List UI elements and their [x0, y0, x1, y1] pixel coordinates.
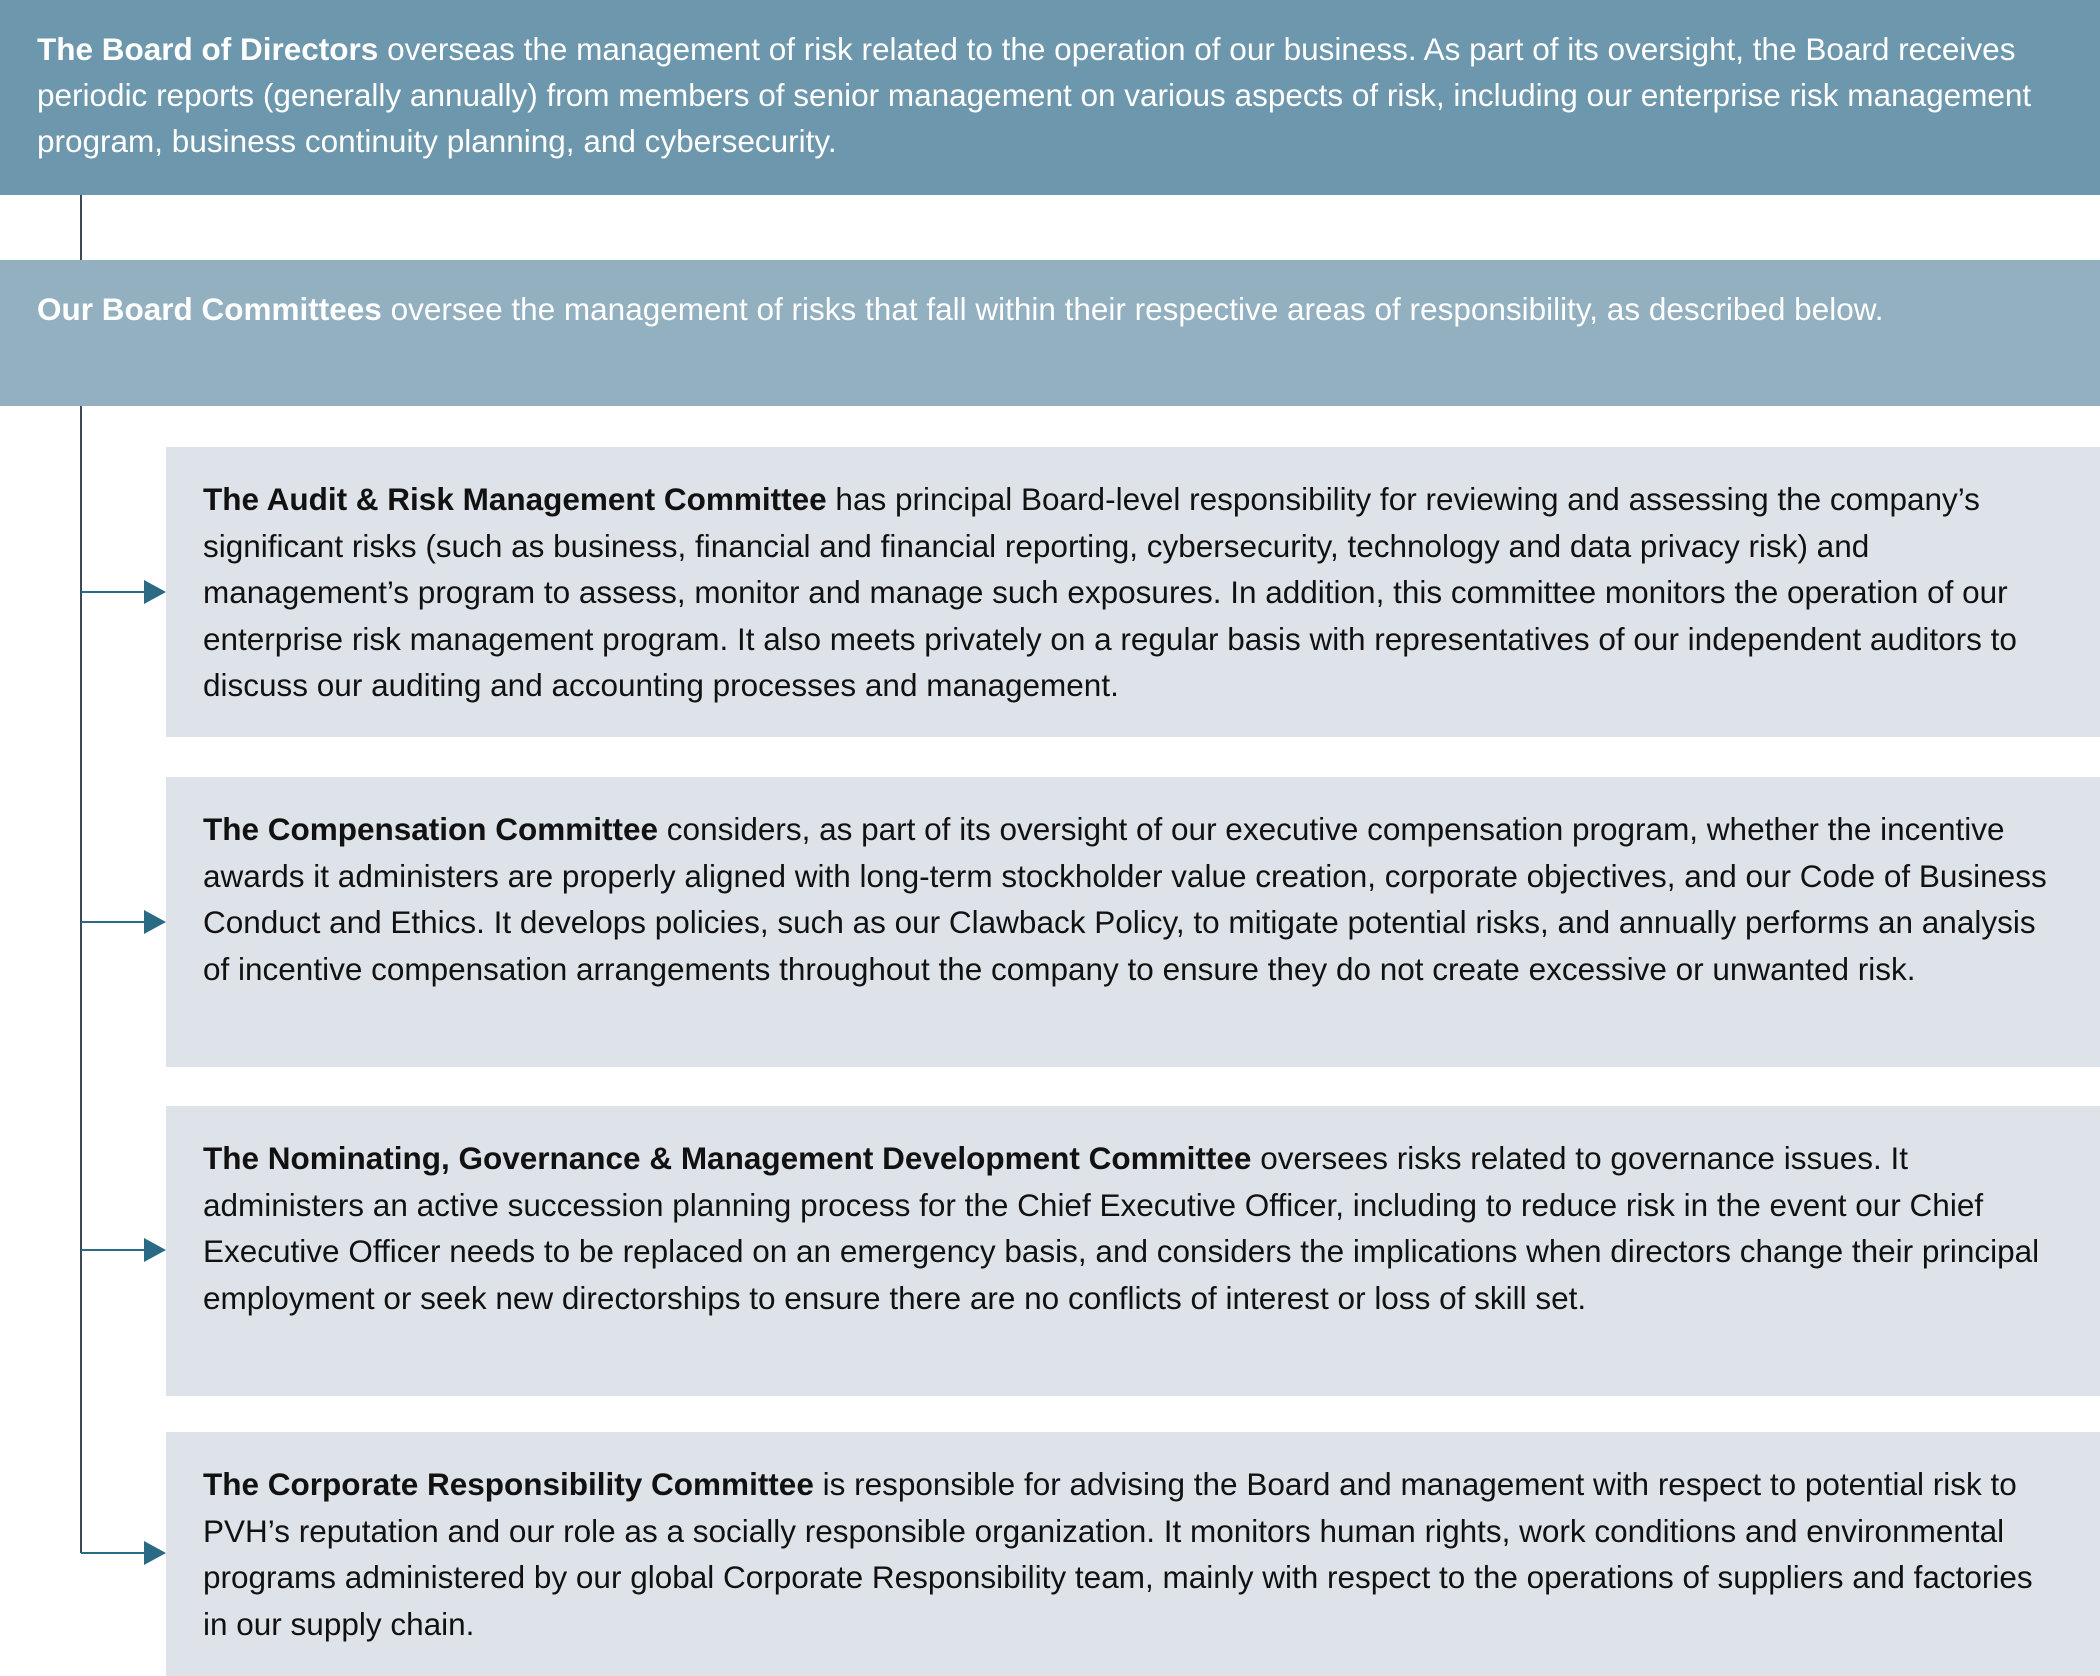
board-of-directors-text: overseas the management of risk related to the operation of our business. As part of its oversight, the Board receives periodic reports (generally annually) from members of senior management on various aspects of risk, including our enterprise risk management program, business continuity planning, and cybersecurity.	[37, 31, 2032, 159]
board-committees-panel	[0, 260, 2100, 406]
audit-risk-committee-heading: The Audit & Risk Management Committee	[203, 481, 827, 517]
audit-risk-committee-text: has principal Board-level responsibility for reviewing and assessing the company’s significant risks (such as business, financial and financial reporting, cybersecurity, technology and data privacy risk) and management’s program to assess, monitor and manage such exposures. In addition, this committee monitors the operation of our enterprise risk management program. It also meets privately on a regular basis with representatives of our independent auditors to discuss our auditing and accounting processes and management.	[203, 481, 2017, 703]
compensation-committee-box	[166, 777, 2100, 1067]
nominating-committee-box	[166, 1106, 2100, 1396]
arrowhead-corporate-responsibility	[144, 1541, 166, 1565]
arrowhead-audit	[144, 580, 166, 604]
nominating-committee-text: oversees risks related to governance issues. It administers an active succession planning process for the Chief Executive Officer, including to reduce risk in the event our Chief Executive Officer needs to be replaced on an emergency basis, and considers the implications when directors change their principal employment or seek new directorships to ensure there are no conflicts of interest or loss of skill set.	[203, 1140, 2040, 1316]
nominating-committee-heading: The Nominating, Governance & Management Development Committee	[203, 1140, 1252, 1176]
compensation-committee-text: considers, as part of its oversight of our executive compensation program, whether the incentive awards it administers are properly aligned with long-term stockholder value creation, corporate objectives, and our Code of Business Conduct and Ethics. It develops policies, such as our Clawback Policy, to mitigate potential risks, and annually performs an analysis of incentive compensation arrangements throughout the company to ensure they do not create excessive or unwanted risk.	[203, 811, 2047, 987]
board-of-directors-heading: The Board of Directors	[37, 31, 379, 67]
corporate-responsibility-committee-text: is responsible for advising the Board and management with respect to potential risk to PVH’s reputation and our role as a socially responsible organization. It monitors human rights, work conditions and environmental programs administered by our global Corporate Responsibility team, mainly with respect to the operations of suppliers and factories in our supply chain.	[203, 1466, 2033, 1642]
compensation-committee-heading: The Compensation Committee	[203, 811, 659, 847]
arrowhead-nominating	[144, 1238, 166, 1262]
board-committees-heading: Our Board Committees	[37, 291, 382, 327]
corporate-responsibility-committee-box	[166, 1432, 2100, 1676]
corporate-responsibility-committee-heading: The Corporate Responsibility Committee	[203, 1466, 814, 1502]
arrowhead-compensation	[144, 910, 166, 934]
board-of-directors-panel	[0, 0, 2100, 195]
board-committees-text: oversee the management of risks that fall within their respective areas of responsibility, as described below.	[381, 291, 1884, 327]
audit-risk-committee-box	[166, 447, 2100, 737]
